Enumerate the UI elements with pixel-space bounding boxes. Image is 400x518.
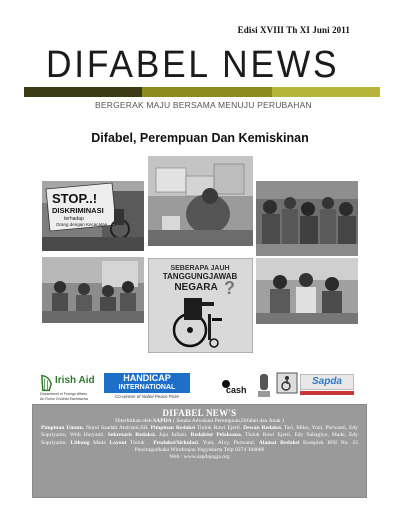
wheelchair-badge-logo xyxy=(276,372,298,394)
masthead-title: DIFABEL NEWS xyxy=(46,44,340,86)
sapda-logo xyxy=(300,374,354,398)
handicap-sub: Co-winner of Nobel Peace Prize xyxy=(114,394,180,399)
headline: Difabel, Perempuan Dan Kemiskinan xyxy=(91,131,309,145)
edition-label: Edisi XVIII Th XI Juni 2011 xyxy=(237,25,350,35)
wheelchair-icon xyxy=(276,372,298,394)
photo-woman-boxes xyxy=(148,156,253,246)
photo-book-cover xyxy=(148,258,253,353)
credits-publisher: Diterbitkan oleh SAPDA ( Sentra Advokasi Perempuan,Difabel dan Anak ) xyxy=(115,418,284,424)
color-bar-olive xyxy=(142,87,272,97)
handicap-line1: HANDICAP xyxy=(123,373,171,383)
irish-aid-sub1: Department of Foreign Affairs xyxy=(40,392,87,396)
book-title-line3: NEGARA xyxy=(174,282,218,293)
cash-logo xyxy=(222,380,252,398)
photo-meeting xyxy=(42,257,144,323)
masthead-credits-box xyxy=(32,404,367,498)
svg-text:?: ? xyxy=(224,278,235,298)
protest-sign-line1: STOP..! xyxy=(52,191,98,206)
protest-sign-line3: terhadap xyxy=(64,216,84,222)
masthead-color-bar xyxy=(0,87,400,98)
book-title-line1: SEBERAPA JAUH xyxy=(170,265,230,272)
cash-text: cash xyxy=(226,385,247,395)
credits-staff: Pimpinan Umum. Nurul Saadah Andriani,SH. Pimpinan Redaksi Tiolok Rawi Ejerti. Dewan Redaksi. Tari, Miko, Yuni, Purwanti, Edy Supriyanto, Widi Haryanti. Sekretaris Redaksi. Juju Juliani. Redaktur Pelaksana. Tiolok Rawi Ejerti, Edy Subagiyo, Made, Edy Supriyanto. Litbang Made Layout Tiolok . Produksi/Sirkulasi. Yuni, Alvy, Purwanti. Alamat Redaksi Komplek BNI No. 25 Pawiragodhaka Wirobrajan Yogyakarta Telp 0274 384066 xyxy=(41,425,359,453)
global-fund-logo xyxy=(258,374,270,398)
tagline: BERGERAK MAJU BERSAMA MENUJU PERUBAHAN xyxy=(95,100,312,110)
handicap-international-logo xyxy=(104,373,190,401)
credits-website: Web : www.sapdajogja.org xyxy=(169,454,230,461)
protest-sign-line4: Orang dengan Kecacatan xyxy=(56,222,108,227)
harp-icon xyxy=(40,374,53,392)
sapda-name: Sapda xyxy=(300,374,354,390)
protest-sign-line2: DISKRIMINASI xyxy=(52,206,104,215)
photo-protest xyxy=(42,181,144,251)
book-title-line2: TANGGUNGJAWAB xyxy=(162,272,238,281)
color-bar-light xyxy=(272,87,380,97)
photo-children xyxy=(256,258,358,324)
handicap-line2: INTERNATIONAL xyxy=(118,384,176,391)
irish-aid-sub2: An Roinn Gnóthaí Eachtracha xyxy=(40,397,88,401)
photo-crowd xyxy=(256,181,358,256)
irish-aid-name: Irish Aid xyxy=(55,375,95,386)
irish-aid-logo xyxy=(40,374,102,402)
sponsor-logos xyxy=(0,372,400,402)
color-bar-dark xyxy=(24,87,142,97)
credits-title: DIFABEL NEW'S xyxy=(162,408,237,418)
